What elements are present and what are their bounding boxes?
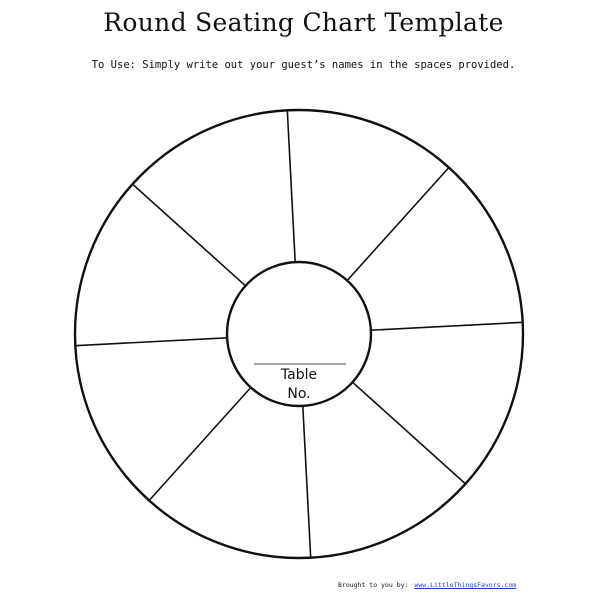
website-link[interactable]: www.LittleThingsFavors.com	[414, 581, 517, 589]
footer-credit	[338, 581, 516, 589]
seat-divider	[371, 322, 523, 330]
seat-divider	[287, 110, 295, 262]
credit-text: Brought to you by:	[338, 581, 409, 589]
instructions-text: To Use: Simply write out your guest’s names in the spaces provided.	[91, 59, 516, 71]
seat-divider	[347, 168, 449, 281]
seat-divider	[149, 388, 251, 501]
table-number-circle	[227, 262, 371, 406]
table-number-label: No.	[287, 386, 311, 402]
seat-divider	[303, 406, 311, 558]
seat-divider	[353, 382, 466, 484]
seat-divider	[133, 184, 246, 286]
page-title: Round Seating Chart Template	[103, 8, 504, 37]
seat-divider	[75, 338, 227, 346]
table-label: Table	[280, 367, 318, 383]
